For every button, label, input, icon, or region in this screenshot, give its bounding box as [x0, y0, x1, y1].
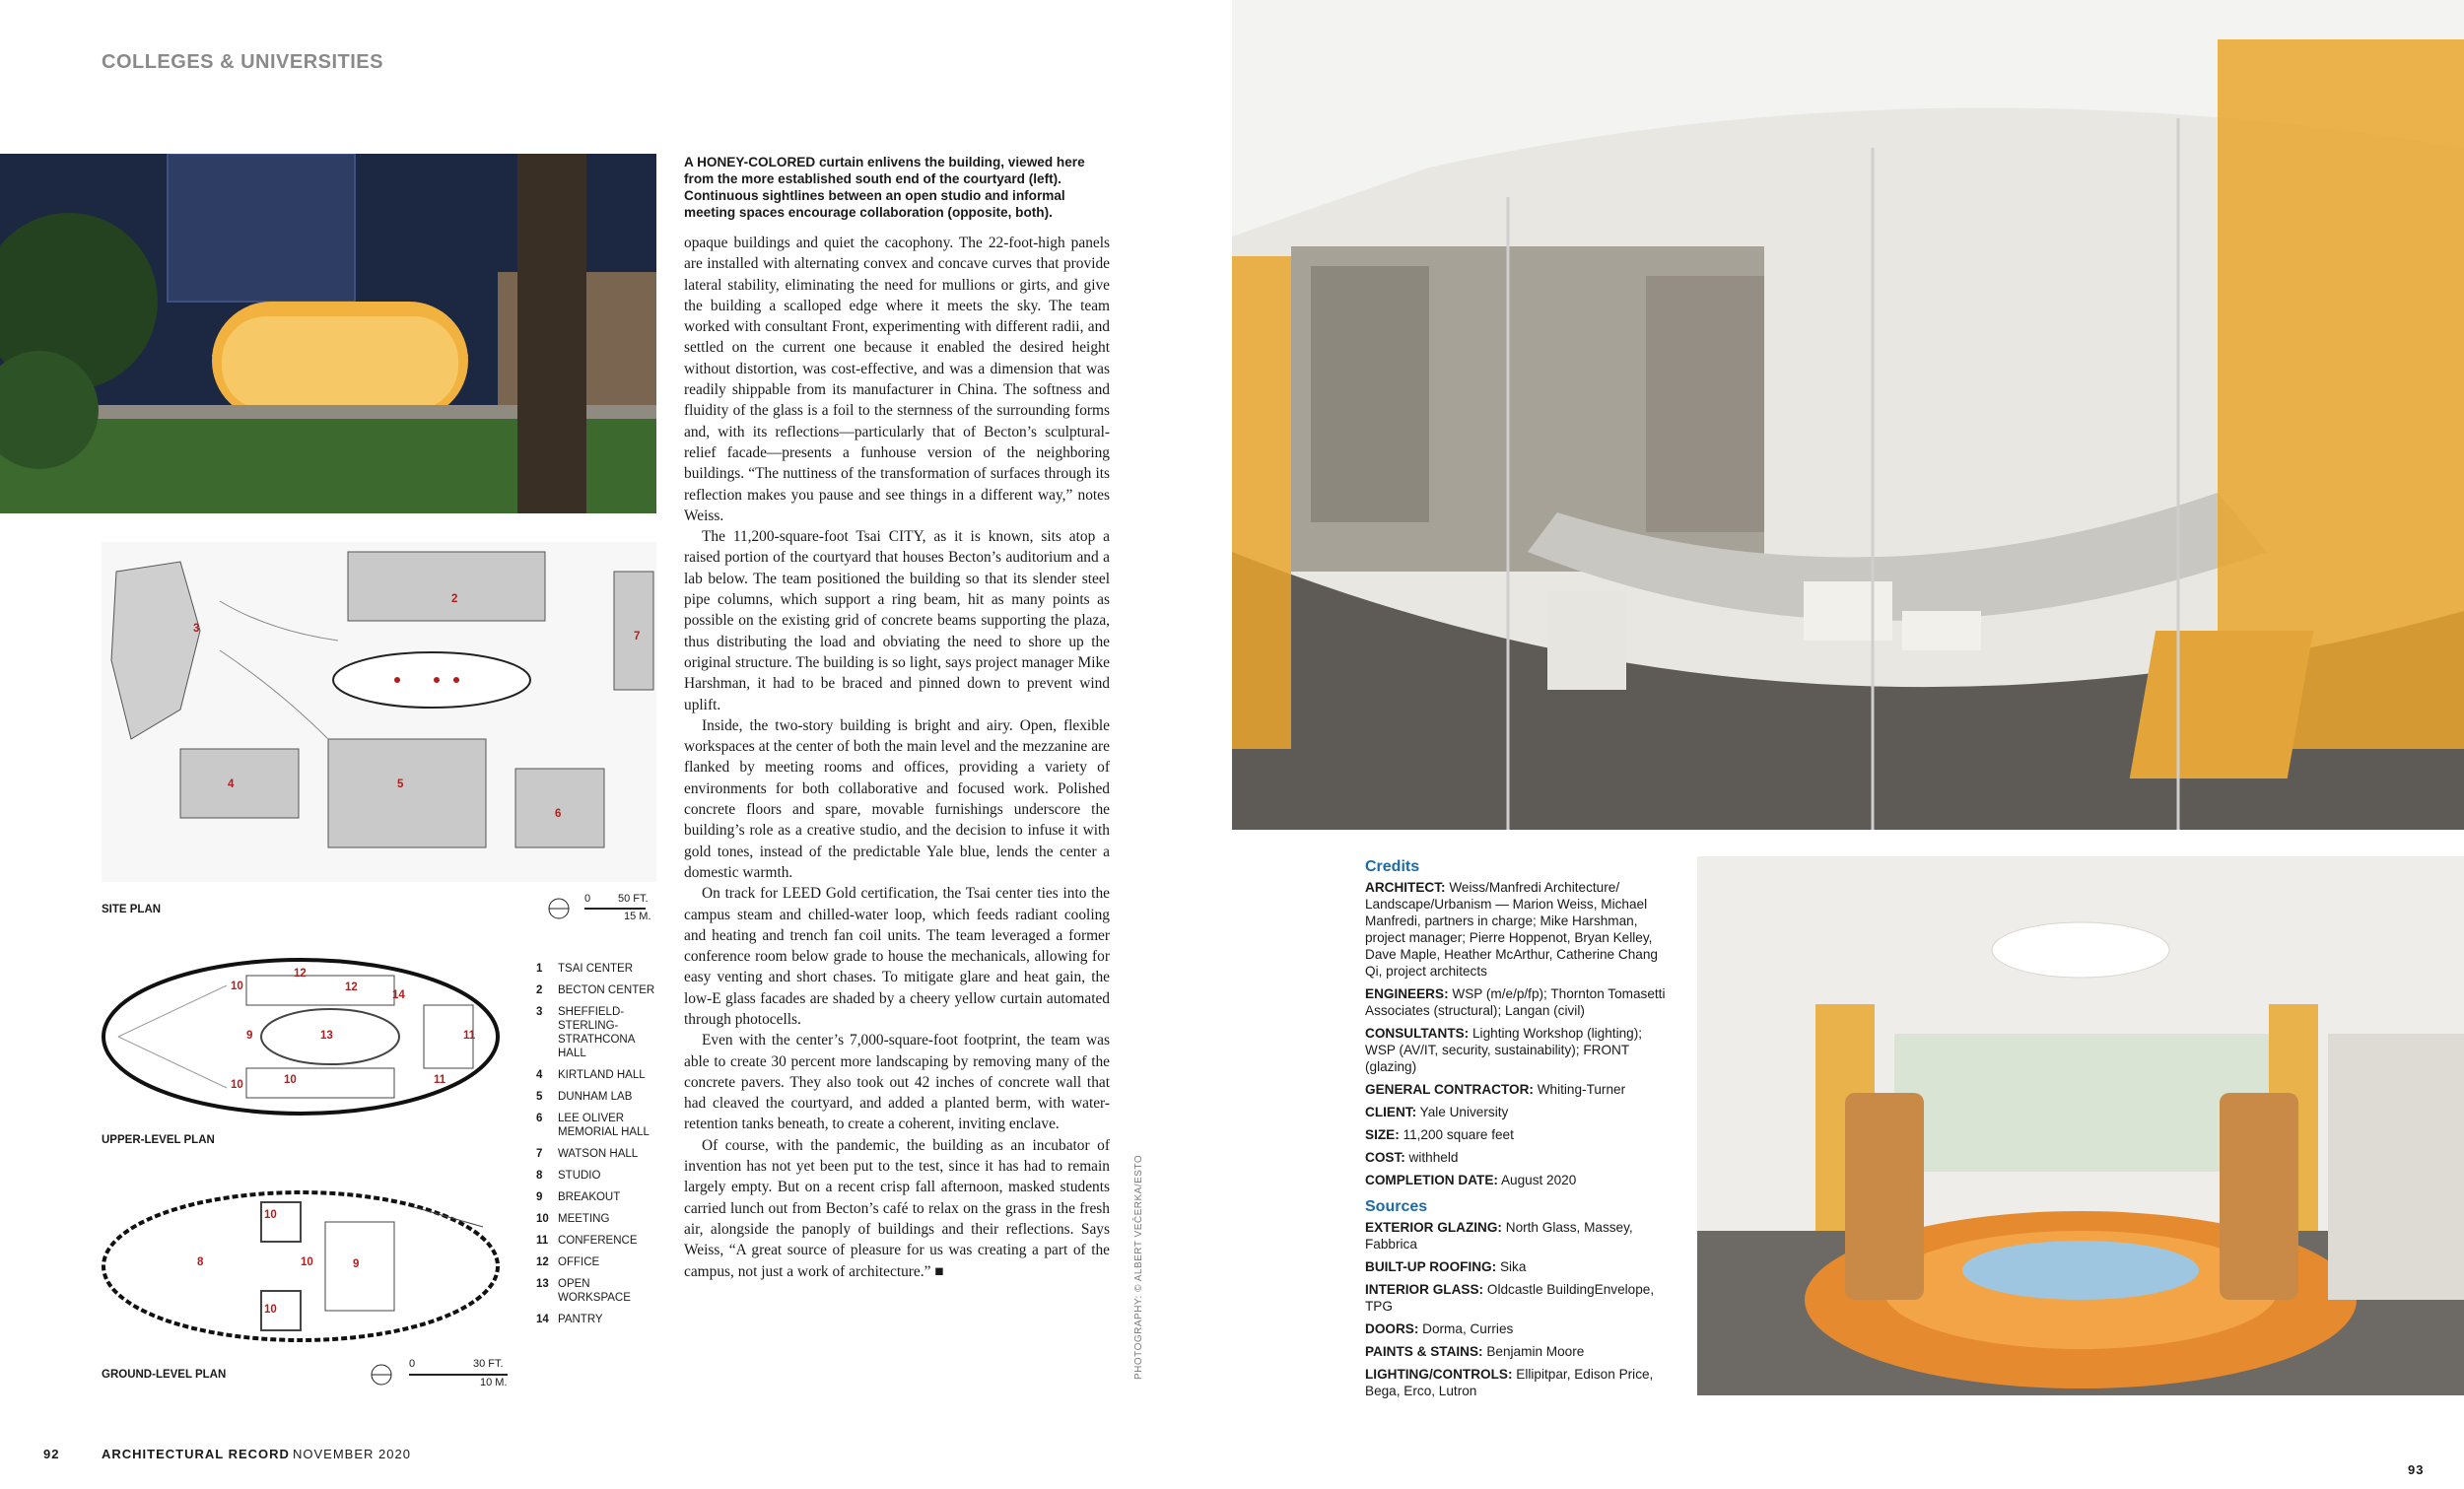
scale-feet: 50 FT. — [618, 893, 649, 905]
upper-plan-number: 9 — [246, 1030, 253, 1042]
left-page-number: 92 — [43, 1447, 60, 1461]
ground-plan-number: 10 — [301, 1256, 313, 1268]
interior-lounge-photo — [1697, 856, 2464, 1395]
ground-plan-number: 8 — [197, 1256, 204, 1268]
sources-heading: Sources — [1365, 1198, 1428, 1215]
site-plan-drawing — [102, 542, 656, 882]
site-plan-number: 7 — [634, 631, 641, 643]
source-item: INTERIOR GLASS: Oldcastle BuildingEnvelope, TPG — [1365, 1282, 1655, 1314]
credits-panel — [1365, 858, 1671, 1405]
upper-plan-number: 13 — [320, 1030, 333, 1042]
upper-level-plan — [99, 956, 503, 1118]
caption-lead: A HONEY-COLORED — [684, 155, 816, 169]
upper-plan-number: 12 — [294, 968, 307, 980]
site-plan-number: 6 — [555, 808, 562, 820]
body-paragraph: Of course, with the pandemic, the building as an incubator of invention has not yet been put to the test, since it has had to remain largely empty. But on a recent crisp fall afternoon, masked students carried lunch out from Becton’s café to relax on the grass in the fresh air, alongside the panoply of buildings and their reflections. Says Weiss, “A great source of pleasure for us was creating a part of the campus, not just a work of architecture.” ■ — [684, 1136, 1110, 1280]
scale-zero: 0 — [409, 1358, 416, 1370]
ground-level-plan — [99, 1187, 503, 1345]
source-item: DOORS: Dorma, Curries — [1365, 1321, 1514, 1336]
legend-item: 2 BECTON CENTER — [536, 984, 655, 996]
legend-item: 3 SHEFFIELD-STERLING-STRATHCONA HALL — [536, 1006, 635, 1059]
interior-studio-photo — [1232, 0, 2464, 830]
interior-lounge-art — [1697, 856, 2464, 1395]
body-paragraph: opaque buildings and quiet the cacophony. The 22-foot-high panels are installed with alternating convex and concave curves that provide lateral stability, eliminating the need for mullions or girts, and give the building a scalloped edge where it meets the sky. The team worked with consultant Front, experimenting with different radii, and settled on the current one because it enabled the desired height without distortion, was cost-effective, and was a dimension that was readily shippable from its manufacturer in China. The softness and fluidity of the glass is a foil to the sternness of the surrounding forms and, with its reflections—particularly that of Becton’s sculptural-relief facade—presents a funhouse version of the neighboring buildings. “The nuttiness of the transformation of surfaces through its reflection makes you pause and see things in a different way,” notes Weiss. — [684, 235, 1110, 524]
upper-plan-number: 14 — [392, 989, 405, 1001]
magazine-name: ARCHITECTURAL RECORD — [102, 1447, 290, 1461]
legend-item: 11 CONFERENCE — [536, 1235, 638, 1247]
legend-item: 4 KIRTLAND HALL — [536, 1069, 646, 1081]
credit-item: COMPLETION DATE: August 2020 — [1365, 1173, 1577, 1187]
upper-plan-drawing — [99, 956, 503, 1118]
legend-item: 8 STUDIO — [536, 1170, 601, 1182]
legend-item: 6 LEE OLIVER MEMORIAL HALL — [536, 1113, 650, 1138]
body-paragraph: Inside, the two-story building is bright and airy. Open, flexible workspaces at the center of both the main level and the mezzanine are flanked by meeting rooms and offices, providing a variety of environments for both collaborative and focused work. Polished concrete floors and spare, movable furnishings underscore the building’s role as a creative studio, and the decision to infuse it with gold tones, instead of the predictable Yale blue, lends the center a domestic warmth. — [684, 716, 1110, 881]
site-plan-label: SITE PLAN — [102, 904, 162, 915]
legend-item: 1 TSAI CENTER — [536, 963, 634, 975]
ground-plan-number: 10 — [264, 1209, 277, 1221]
photo-caption — [684, 154, 1118, 221]
source-item: BUILT-UP ROOFING: Sika — [1365, 1259, 1527, 1274]
legend-item: 5 DUNHAM LAB — [536, 1091, 633, 1103]
scale-meters: 10 M. — [480, 1377, 508, 1388]
site-plan-number: 2 — [451, 593, 458, 605]
site-plan-number: 3 — [193, 623, 200, 635]
credit-item: ARCHITECT: Weiss/Manfredi Architecture/ Landscape/Urbanism — Marion Weiss, Michael Manfredi, partners in charge; Mike Harshman, project manager; Pierre Hoppenot, Bryan Kelley, Dave Maple, Heather McArthur, Catherine Chang Qi, project architects — [1365, 880, 1658, 979]
site-plan-number: 5 — [397, 778, 404, 790]
credit-item: CLIENT: Yale University — [1365, 1105, 1509, 1119]
body-paragraph: On track for LEED Gold certification, the Tsai center ties into the campus steam and chilled-water loop, which feeds radiant cooling and heating and trench fan coil units. The team leveraged a former conference room below grade to house the mechanicals, allowing for easy venting and short chases. To mitigate glare and heat gain, the low-E glass facades are shaded by a cheery yellow curtain automated through photocells. — [684, 885, 1110, 1028]
body-paragraph: Even with the center’s 7,000-square-foot footprint, the team was able to create 30 percent more landscaping by removing many of the concrete pavers. They also took out 42 inches of concrete wall that had cleaved the courtyard, and added a planted berm, with water-retention tanks beneath, to create a coherent, inviting enclave. — [684, 1032, 1110, 1133]
credit-item: ENGINEERS: WSP (m/e/p/fp); Thornton Tomasetti Associates (structural); Langan (civil) — [1365, 986, 1666, 1018]
right-page-number: 93 — [2408, 1462, 2425, 1477]
credit-item: COST: withheld — [1365, 1150, 1459, 1165]
exterior-night-photo — [0, 154, 656, 513]
upper-plan-number: 12 — [345, 981, 358, 993]
photo-credit: PHOTOGRAPHY: © ALBERT VEČERKA/ESTO — [1133, 1154, 1144, 1380]
exterior-photo-art — [0, 154, 656, 513]
site-scale-bar — [547, 893, 655, 924]
legend-item: 7 WATSON HALL — [536, 1148, 639, 1160]
plan-legend — [536, 962, 684, 1334]
section-title: COLLEGES & UNIVERSITIES — [102, 51, 383, 73]
interior-studio-art — [1232, 0, 2464, 830]
article-body — [684, 233, 1110, 1282]
legend-item: 10 MEETING — [536, 1213, 610, 1225]
source-item: PAINTS & STAINS: Benjamin Moore — [1365, 1344, 1585, 1359]
upper-plan-label: UPPER-LEVEL PLAN — [102, 1134, 215, 1146]
upper-plan-number: 11 — [434, 1074, 446, 1086]
ground-plan-number: 10 — [264, 1304, 277, 1316]
legend-item: 9 BREAKOUT — [536, 1191, 621, 1203]
legend-item: 14 PANTRY — [536, 1314, 603, 1325]
upper-plan-number: 11 — [463, 1030, 476, 1042]
body-paragraph: The 11,200-square-foot Tsai CITY, as it is known, sits atop a raised portion of the courtyard that houses Becton’s auditorium and a lab below. The team positioned the building so that its slender steel pipe columns, which support a ring beam, hit as many points as possible on the existing grid of concrete beams supporting the plaza, thus distributing the load and obviating the need to shore up the original structure. The building is so light, says project manager Mike Harshman, it had to be braced and pinned down to prevent wind uplift. — [684, 528, 1110, 713]
source-item: EXTERIOR GLAZING: North Glass, Massey, Fabbrica — [1365, 1220, 1633, 1252]
upper-plan-number: 10 — [231, 1079, 243, 1091]
legend-item: 13 OPEN WORKSPACE — [536, 1278, 631, 1304]
credit-item: GENERAL CONTRACTOR: Whiting-Turner — [1365, 1082, 1626, 1097]
site-plan — [102, 542, 656, 882]
scale-zero: 0 — [584, 893, 591, 905]
upper-plan-number: 10 — [231, 981, 243, 992]
source-item: LIGHTING/CONTROLS: Ellipitpar, Edison Price, Bega, Erco, Lutron — [1365, 1367, 1654, 1398]
upper-plan-number: 10 — [284, 1074, 297, 1086]
scale-meters: 15 M. — [624, 911, 651, 922]
credits-heading: Credits — [1365, 858, 1420, 875]
plan-scale-bar — [370, 1358, 517, 1391]
credit-item: SIZE: 11,200 square feet — [1365, 1127, 1514, 1142]
ground-plan-number: 9 — [353, 1258, 360, 1270]
legend-item: 12 OFFICE — [536, 1256, 600, 1268]
credit-item: CONSULTANTS: Lighting Workshop (lighting); WSP (AV/IT, security, sustainability); FRONT (glazing) — [1365, 1026, 1643, 1074]
issue-date: NOVEMBER 2020 — [293, 1447, 411, 1461]
scale-feet: 30 FT. — [473, 1358, 504, 1370]
ground-plan-label: GROUND-LEVEL PLAN — [102, 1369, 227, 1381]
caption-text: curtain enlivens the building, viewed here from the more established south end of the courtyard (left). Continuous sightlines between an open studio and informal meeting spaces encourage collaboration (opposite, both). — [684, 155, 1085, 220]
site-plan-number: 4 — [228, 778, 235, 790]
